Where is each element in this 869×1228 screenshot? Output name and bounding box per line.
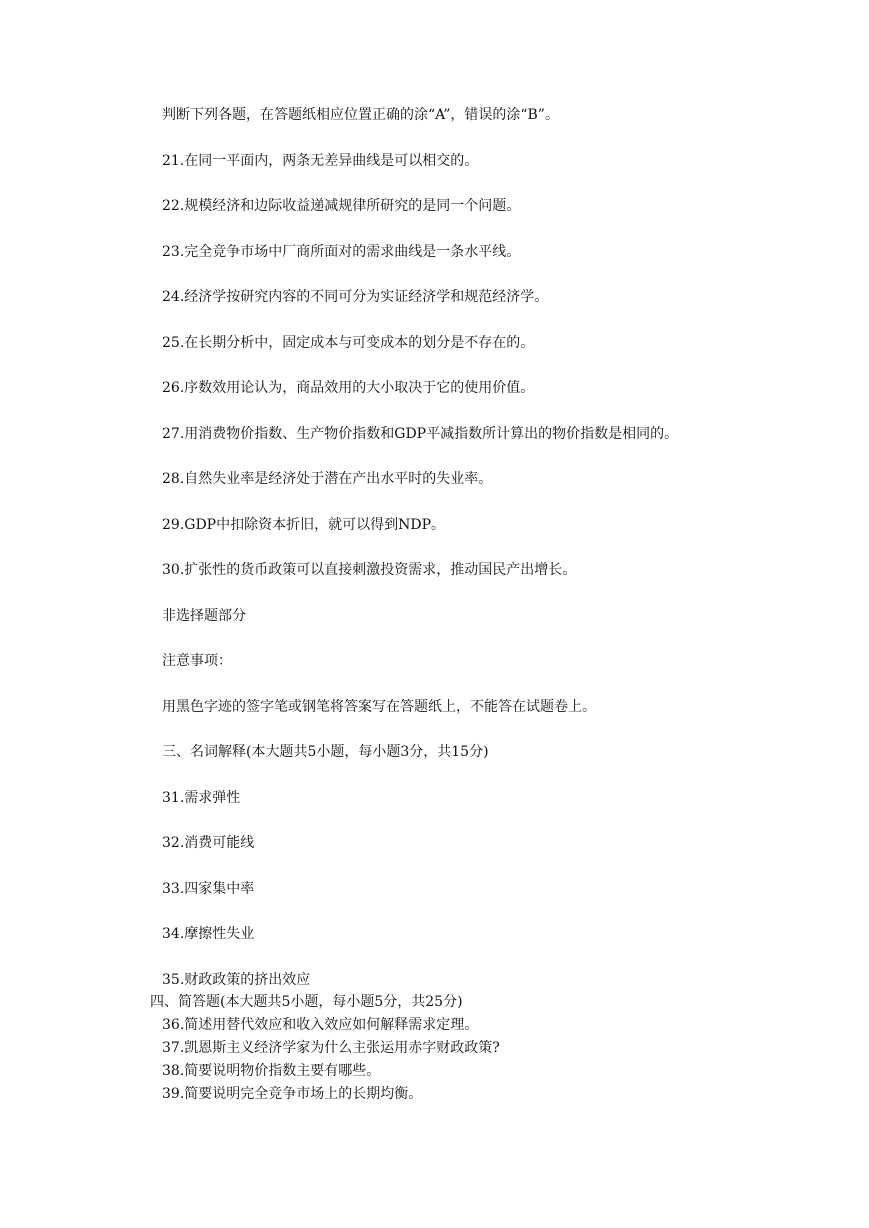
term-item: 34.摩擦性失业 [162, 926, 255, 942]
judgement-item: 26.序数效用论认为，商品效用的大小取决于它的使用价值。 [162, 380, 535, 396]
judgement-item: 24.经济学按研究内容的不同可分为实证经济学和规范经济学。 [162, 289, 549, 305]
short-answer-item: 37.凯恩斯主义经济学家为什么主张运用赤字财政政策? [162, 1040, 500, 1056]
judgement-item: 23.完全竞争市场中厂商所面对的需求曲线是一条水平线。 [162, 244, 521, 260]
notice-heading: 注意事项： [162, 653, 232, 669]
short-answer-item: 38.简要说明物价指数主要有哪些。 [162, 1063, 381, 1079]
judgement-item: 22.规模经济和边际收益递减规律所研究的是同一个问题。 [162, 198, 521, 214]
term-item: 35.财政政策的挤出效应 [162, 972, 311, 988]
judgement-item: 27.用消费物价指数、生产物价指数和GDP平减指数所计算出的物价指数是相同的。 [162, 426, 679, 442]
instruction-text: 判断下列各题，在答题纸相应位置正确的涂“A”，错误的涂“B”。 [162, 107, 559, 123]
judgement-item: 30.扩张性的货币政策可以直接刺激投资需求，推动国民产出增长。 [162, 562, 577, 578]
short-answer-item: 36.简述用替代效应和收入效应如何解释需求定理。 [162, 1017, 479, 1033]
judgement-item: 21.在同一平面内，两条无差异曲线是可以相交的。 [162, 153, 479, 169]
term-item: 33.四家集中率 [162, 881, 255, 897]
section-3-heading: 三、名词解释(本大题共5小题，每小题3分，共15分) [162, 744, 489, 760]
judgement-item: 28.自然失业率是经济处于潜在产出水平时的失业率。 [162, 471, 493, 487]
short-answer-item: 39.简要说明完全竞争市场上的长期均衡。 [162, 1086, 423, 1102]
term-item: 31.需求弹性 [162, 790, 241, 806]
non-choice-heading: 非选择题部分 [162, 608, 246, 624]
judgement-item: 25.在长期分析中，固定成本与可变成本的划分是不存在的。 [162, 335, 535, 351]
judgement-item: 29.GDP中扣除资本折旧，就可以得到NDP。 [162, 517, 445, 533]
notice-text: 用黑色字迹的签字笔或钢笔将答案写在答题纸上，不能答在试题卷上。 [162, 699, 596, 715]
section-4-heading: 四、简答题(本大题共5小题，每小题5分，共25分) [150, 994, 463, 1010]
term-item: 32.消费可能线 [162, 835, 255, 851]
